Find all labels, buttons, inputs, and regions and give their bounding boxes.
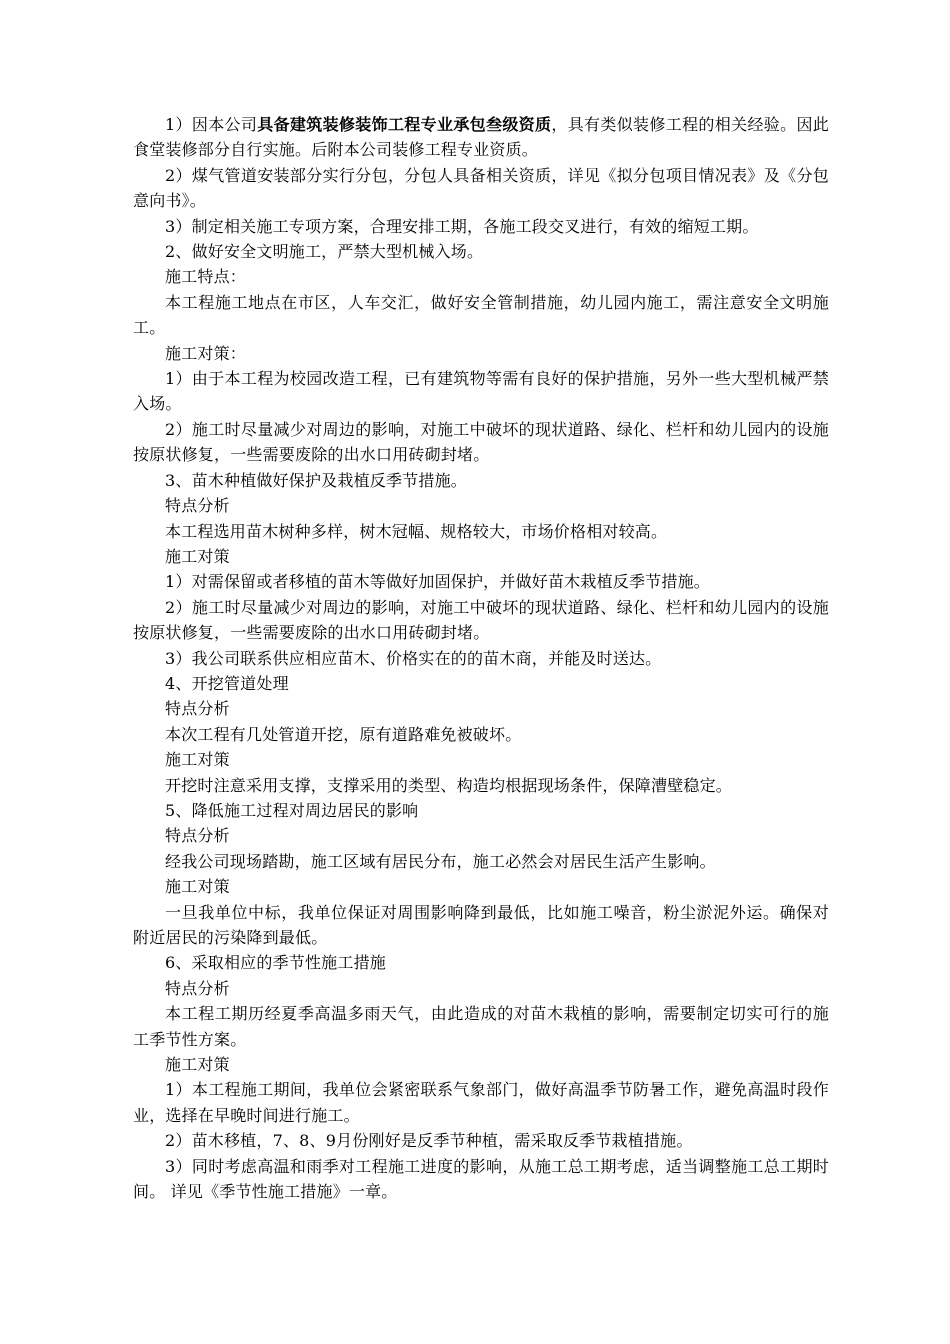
subheading: 特点分析 (165, 978, 230, 998)
subheading: 施工特点： (165, 267, 247, 287)
section-heading: 6、采取相应的季节性施工措施 (165, 953, 386, 973)
paragraph: 本工程工期历经夏季高温多雨天气，由此造成的对苗木栽植的影响，需要制定切实可行的施工季节性方案。 (133, 1004, 829, 1049)
paragraph: 本工程施工地点在市区，人车交汇，做好安全管制措施，幼儿园内施工，需注意安全文明施工。 (133, 292, 829, 338)
paragraph: 2）施工时尽量减少对周边的影响，对施工中破坏的现状道路、绿化、栏杆和幼儿园内的设施按原状修复，一些需要废除的出水口用砖砌封堵。 (133, 597, 829, 643)
subheading: 施工对策： (165, 343, 247, 363)
paragraph: 一旦我单位中标，我单位保证对周围影响降到最低，比如施工噪音，粉尘淤泥外运。确保对附近居民的污染降到最低。 (133, 902, 829, 947)
paragraph: 2）施工时尽量减少对周边的影响，对施工中破坏的现状道路、绿化、栏杆和幼儿园内的设施按原状修复，一些需要废除的出水口用砖砌封堵。 (133, 419, 829, 465)
paragraph: 本次工程有几处管道开挖，原有道路难免被破坏。 (165, 724, 522, 744)
subheading: 特点分析 (165, 699, 230, 719)
subheading: 施工对策 (165, 750, 230, 770)
paragraph: 开挖时注意采用支撑，支撑采用的类型、构造均根据现场条件，保障漕壁稳定。 (165, 775, 733, 795)
section-heading: 4、开挖管道处理 (165, 673, 289, 693)
subheading: 施工对策 (165, 877, 230, 897)
paragraph (133, 112, 829, 163)
subheading: 施工对策 (165, 546, 230, 566)
paragraph: 经我公司现场踏勘，施工区域有居民分布，施工必然会对居民生活产生影响。 (165, 851, 716, 871)
paragraph: 3）我公司联系供应相应苗木、价格实在的的苗木商，并能及时送达。 (165, 648, 662, 668)
paragraph: 1）由于本工程为校园改造工程，已有建筑物等需有良好的保护措施，另外一些大型机械严禁入场。 (133, 369, 829, 414)
subheading: 施工对策 (165, 1055, 230, 1075)
paragraph: 3）同时考虑高温和雨季对工程施工进度的影响，从施工总工期考虑，适当调整施工总工期时间。 详见《季节性施工措施》一章。 (133, 1156, 829, 1202)
paragraph: 1）对需保留或者移植的苗木等做好加固保护，并做好苗木栽植反季节措施。 (165, 572, 710, 592)
paragraph: 2）苗木移植，7、8、9月份刚好是反季节种植，需采取反季节栽植措施。 (165, 1131, 693, 1151)
subheading: 特点分析 (165, 826, 230, 846)
subheading: 特点分析 (165, 496, 230, 516)
qualification-bold-text: 具备建筑装修装饰工程专业承包叁级资质 (257, 115, 552, 134)
paragraph-text-tail: ，具有类似装修工程的相关经验。因此食堂装修部分自行实施。后附本公司装修工程专业资质。 (133, 115, 829, 160)
section-heading: 3、苗木种植做好保护及栽植反季节措施。 (165, 470, 467, 490)
paragraph-text-lead: 1）因本公司 (165, 115, 258, 134)
paragraph: 本工程选用苗木树种多样，树木冠幅、规格较大，市场价格相对较高。 (165, 521, 668, 541)
section-heading: 5、降低施工过程对周边居民的影响 (165, 800, 419, 820)
paragraph: 2）煤气管道安装部分实行分包，分包人具备相关资质，详见《拟分包项目情况表》及《分包意向书》。 (133, 165, 829, 211)
paragraph: 1）本工程施工期间，我单位会紧密联系气象部门，做好高温季节防暑工作，避免高温时段作业，选择在早晚时间进行施工。 (133, 1080, 829, 1125)
paragraph: 3）制定相关施工专项方案，合理安排工期，各施工段交叉进行，有效的缩短工期。 (165, 216, 759, 236)
section-heading: 2、做好安全文明施工，严禁大型机械入场。 (165, 242, 484, 262)
document-body (133, 112, 829, 1204)
